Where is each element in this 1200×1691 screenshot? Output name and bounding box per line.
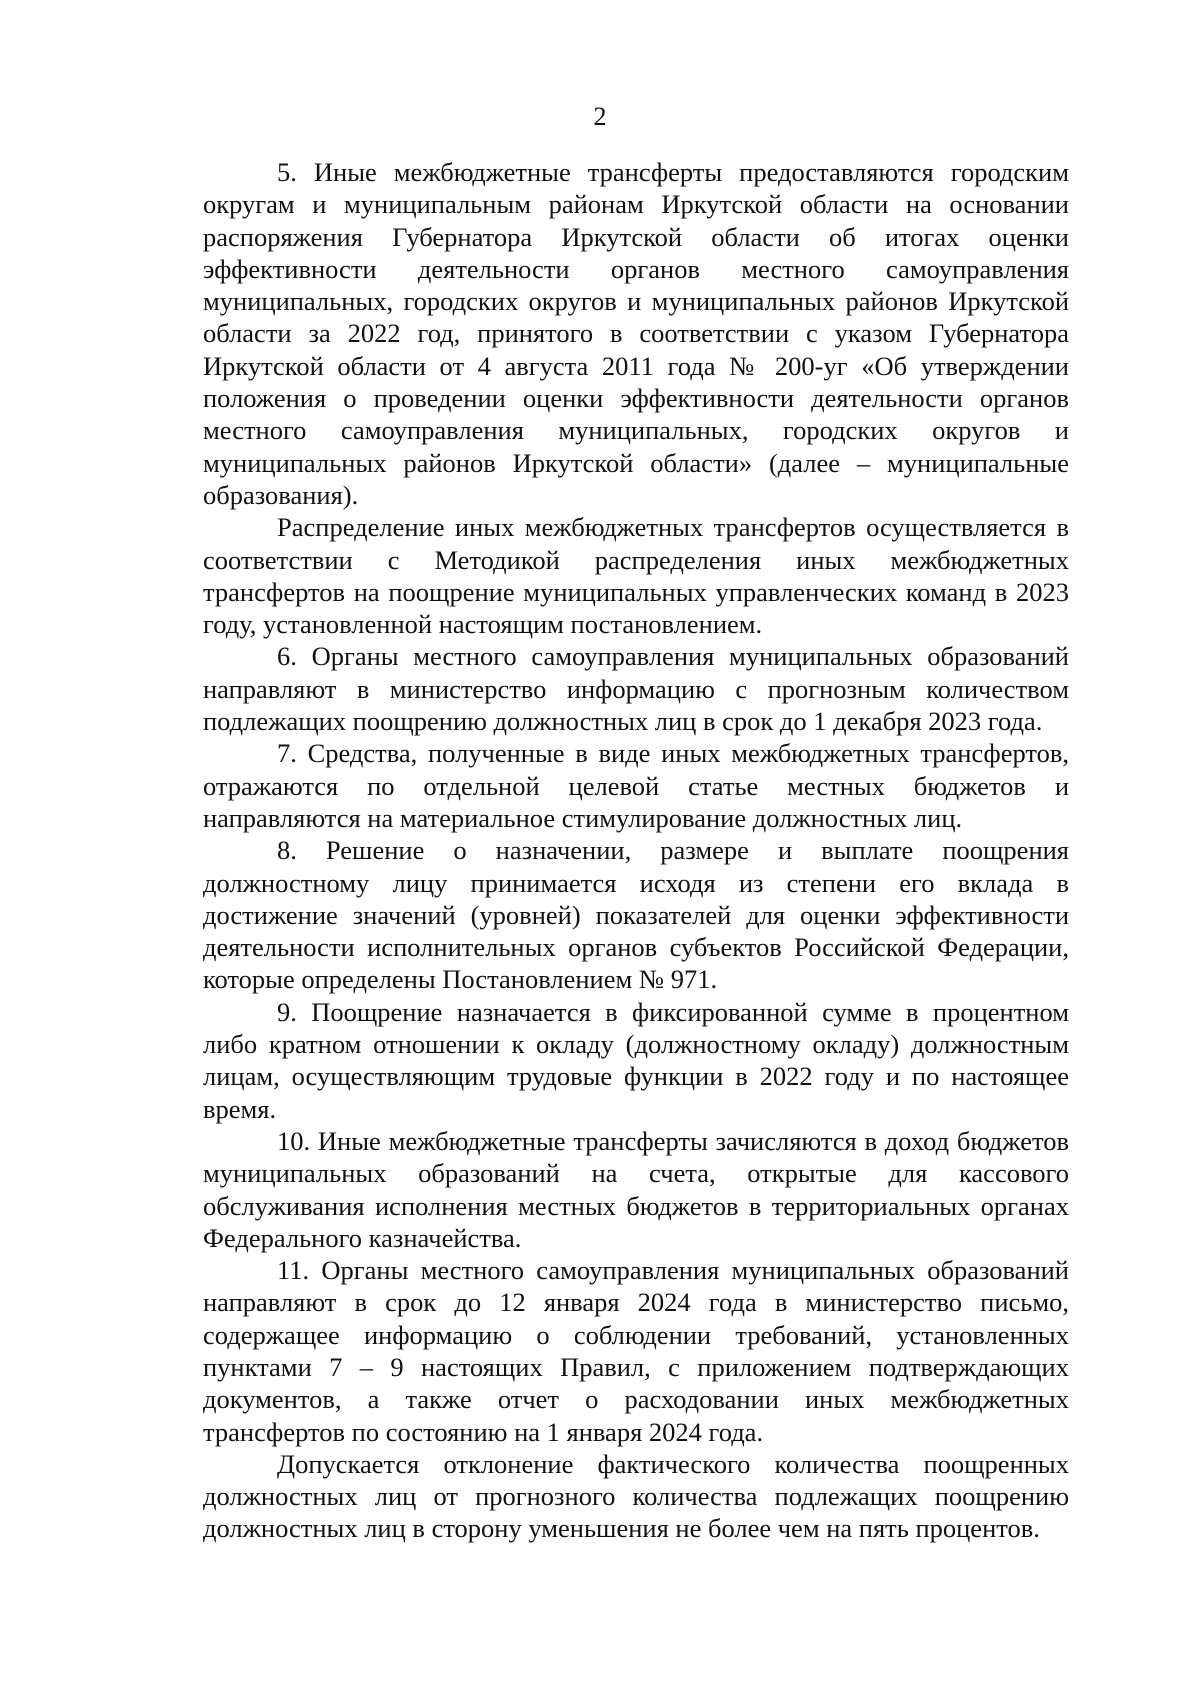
paragraph-item-9: 9. Поощрение назначается в фиксированной сумме в процентном либо кратном отношении к окладу (должностному окладу) должностным лицам, осуществляющим трудовые функции в 2022 году и по настоящее время. xyxy=(203,996,1069,1124)
paragraph-item-11: 11. Органы местного самоуправления муниципальных образований направляют в срок до 12 января 2024 года в министерство письмо, содержащее информацию о соблюдении требований, установленных пунктами 7 – 9 настоящих Правил, с приложением подтверждающих документов, а также отчет о расходовании иных межбюджетных трансфертов по состоянию на 1 января 2024 года. xyxy=(203,1255,1069,1447)
paragraph-distribution: Распределение иных межбюджетных трансфертов осуществляется в соответствии с Методикой распределения иных межбюджетных трансфертов на поощрение муниципальных управленческих команд в 2023 году, установленной настоящим постановлением. xyxy=(203,512,1069,640)
paragraph-item-5: 5. Иные межбюджетные трансферты предоставляются городским округам и муниципальным районам Иркутской области на основании распоряжения Губернатора Иркутской области об итогах оценки эффективности деятельности органов местного самоуправления муниципальных, городских округов и муниципальных районов Иркутской области за 2022 год, принятого в соответствии с указом Губернатора Иркутской области от 4 августа 2011 года № 200-уг «Об утверждении положения о проведении оценки эффективности деятельности органов местного самоуправления муниципальных, городских округов и муниципальных районов Иркутской области» (далее – муниципальные образования). xyxy=(203,157,1069,510)
paragraph-deviation: Допускается отклонение фактического количества поощренных должностных лиц от прогнозного количества подлежащих поощрению должностных лиц в сторону уменьшения не более чем на пять процентов. xyxy=(203,1448,1069,1544)
paragraph-item-10: 10. Иные межбюджетные трансферты зачисляются в доход бюджетов муниципальных образований на счета, открытые для кассового обслуживания исполнения местных бюджетов в территориальных органах Федерального казначейства. xyxy=(203,1125,1069,1253)
paragraph-item-6: 6. Органы местного самоуправления муниципальных образований направляют в министерство информацию с прогнозным количеством подлежащих поощрению должностных лиц в срок до 1 декабря 2023 года. xyxy=(203,641,1069,737)
document-body xyxy=(203,156,1069,1545)
page-number: 2 xyxy=(593,102,607,131)
paragraph-item-7: 7. Средства, полученные в виде иных межбюджетных трансфертов, отражаются по отдельной целевой статье местных бюджетов и направляются на материальное стимулирование должностных лиц. xyxy=(203,738,1069,833)
paragraph-item-8: 8. Решение о назначении, размере и выплате поощрения должностному лицу принимается исходя из степени его вклада в достижение значений (уровней) показателей для оценки эффективности деятельности исполнительных органов субъектов Российской Федерации, которые определены Постановлением № 971. xyxy=(203,835,1069,995)
